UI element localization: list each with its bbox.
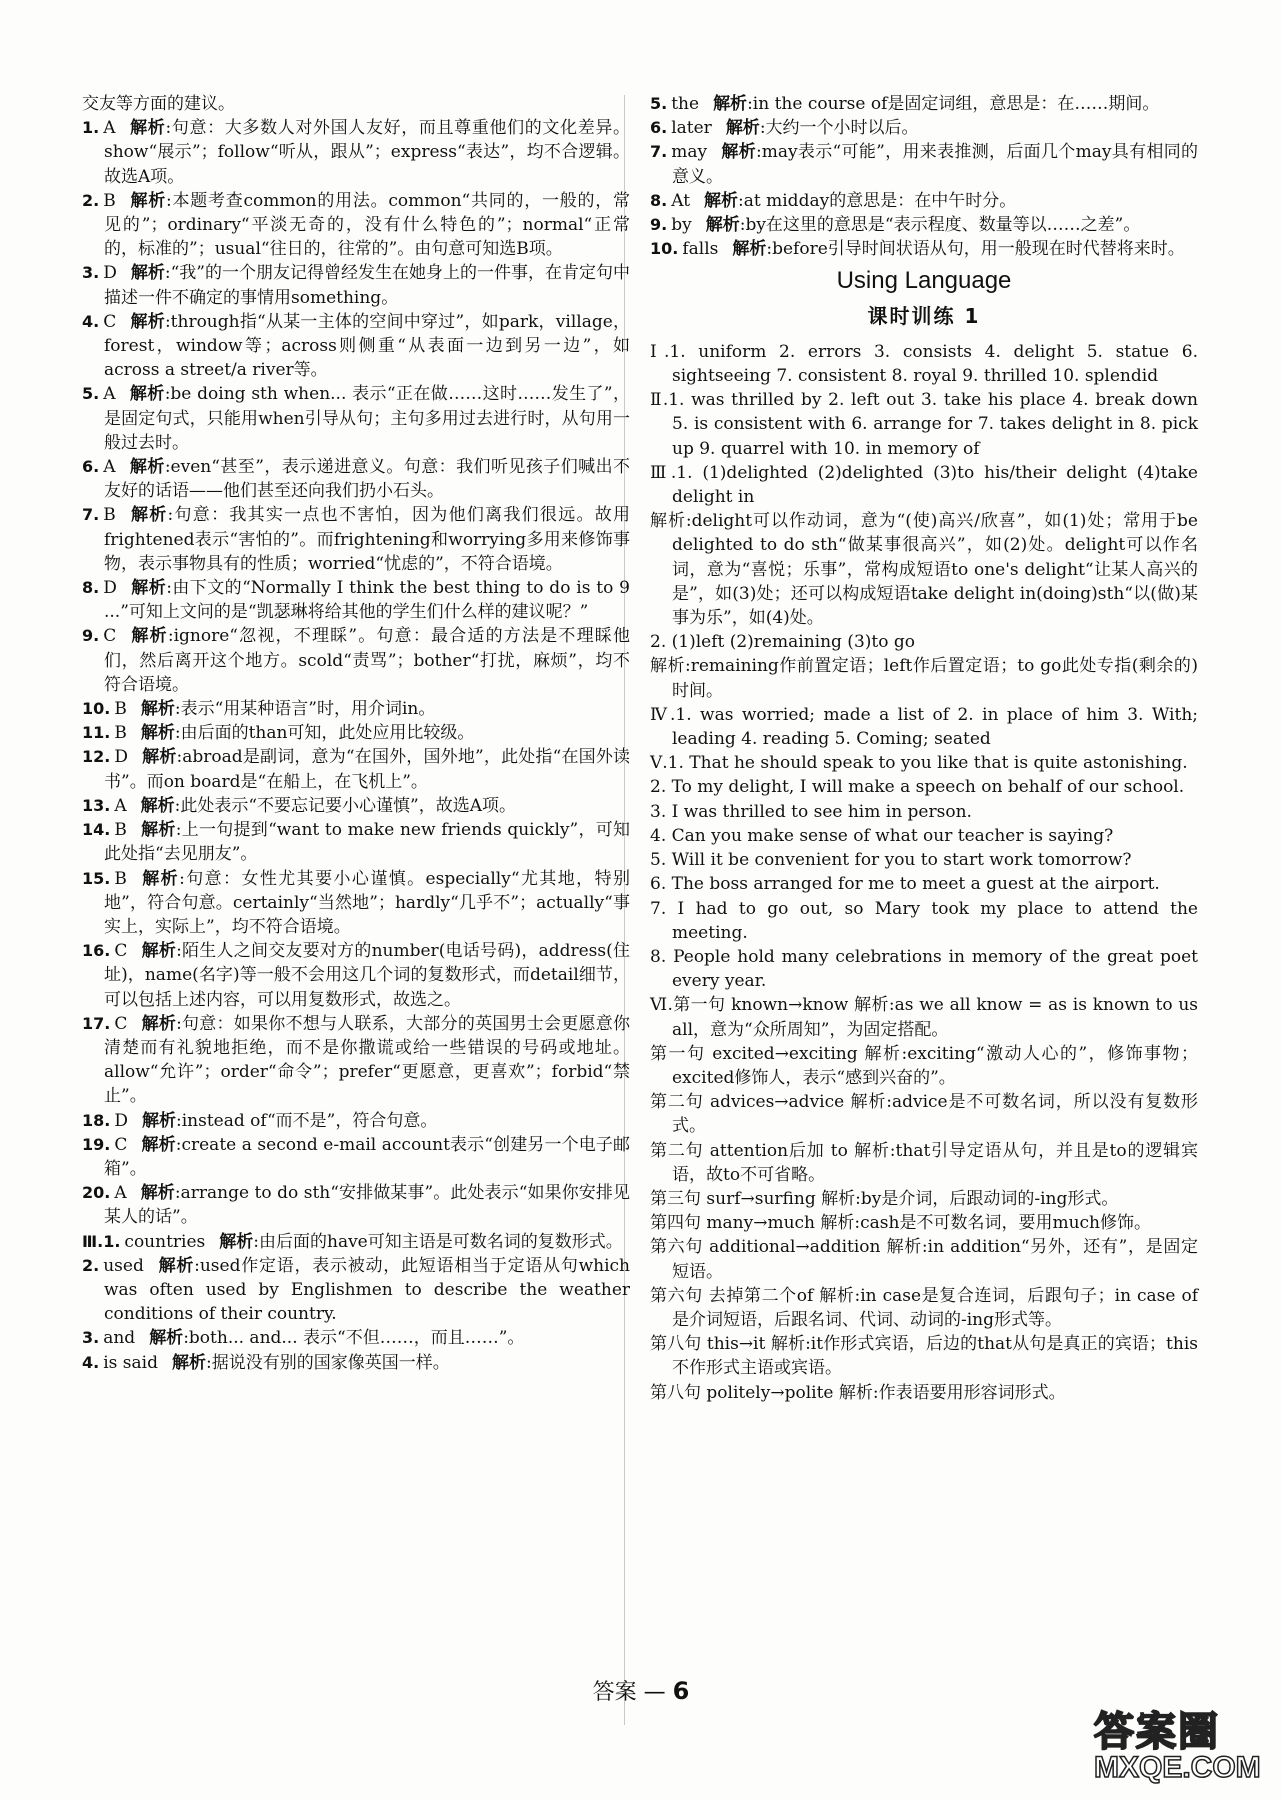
item-text: :ignore“忽视，不理睬”。句意：最合适的方法是不理睬他们，然后离开这个地方。scold“责骂”；bother“打扰，麻烦”，均不符合语境。 <box>104 626 631 695</box>
answer-item <box>650 509 1198 630</box>
item-number: 20. <box>82 1183 111 1203</box>
item-text: :abroad是副词，意为“在国外，国外地”，此处指“在国外读书”。而on board是“在船上，在飞机上”。 <box>104 747 631 792</box>
item-text: Ⅰ.1. uniform 2. errors 3. consists 4. delight 5. statue 6. sightseeing 7. consistent 8. royal 9. thrilled 10. splendid <box>650 341 1198 387</box>
item-text: :create a second e-mail account表示“创建另一个电子邮箱”。 <box>104 1134 631 1179</box>
item-answer: A <box>103 384 116 405</box>
item-text: 第二句 attention后加 to 解析:that引导定语从句，并且是to的逻辑宾语，故to不可省略。 <box>650 1140 1198 1185</box>
answer-item <box>650 1381 1198 1405</box>
item-number: 7. <box>82 505 100 525</box>
right-column <box>650 92 1198 1405</box>
answer-item <box>650 800 1198 824</box>
footer-label: 答案 — <box>592 1680 666 1705</box>
item-text: Ⅴ.1. That he should speak to you like that is quite astonishing. <box>650 753 1188 774</box>
item-answer: B <box>103 190 116 211</box>
analysis-label: 解析 <box>721 142 757 163</box>
item-number: 6. <box>82 457 100 477</box>
item-number: 10. <box>82 699 111 719</box>
answer-item <box>82 1133 630 1181</box>
item-number: 2. <box>82 1255 100 1275</box>
item-text: :表示“用某种语言”时，用介词in。 <box>174 699 436 720</box>
item-text: :arrange to do sth“安排做某事”。此处表示“如果你安排见某人的话”。 <box>104 1183 630 1228</box>
item-answer: by <box>671 215 692 236</box>
analysis-label: 解析 <box>130 626 168 647</box>
item-text: :陌生人之间交友要对方的number(电话号码)，address(住址)，name(名字)等一般不会用这几个词的复数形式，而detail细节，可以包括上述内容，可以用复数形式，故选之。 <box>104 941 630 1010</box>
item-text: 交友等方面的建议。 <box>82 94 235 114</box>
analysis-label: 解析 <box>725 118 760 139</box>
watermark-top: 答案圈 <box>1094 1709 1220 1755</box>
lesson-title: 课时训练 1 <box>867 303 981 328</box>
item-number: 8. <box>650 190 668 210</box>
answer-item <box>82 116 630 189</box>
analysis-label: 解析 <box>129 384 165 405</box>
item-number: 19. <box>82 1134 111 1154</box>
item-text: 3. I was thrilled to see him in person. <box>650 801 972 822</box>
item-answer: used <box>103 1255 144 1276</box>
answer-item <box>82 867 630 940</box>
answer-item <box>650 848 1198 872</box>
item-text: :before引导时间状语从句，用一般现在时代替将来时。 <box>766 239 1185 260</box>
item-answer: falls <box>682 239 719 260</box>
item-answer: C <box>114 1134 128 1155</box>
item-text: 解析:remaining作前置定语；left作后置定语；to go此处专指(剩余的)时间。 <box>650 656 1198 701</box>
item-text: :句意：我其实一点也不害怕，因为他们离我们很远。故用frightened表示“害怕的”。而frightening和worrying多用来修饰事物，表示事物具有的性质；worried“忧虑的”，不符合语境。 <box>104 505 630 574</box>
analysis-label: 解析 <box>705 215 740 236</box>
analysis-label: 解析 <box>129 190 166 211</box>
item-number: 13. <box>82 795 111 815</box>
item-text: :through指“从某一主体的空间中穿过”，如park，village，forest，window等；across则侧重“从表面一边到另一边”，如across a street/a river等。 <box>104 311 631 381</box>
item-answer: B <box>114 723 127 744</box>
item-answer: later <box>671 118 712 139</box>
item-answer: B <box>103 505 116 526</box>
right-bottom-answers <box>650 340 1198 1405</box>
item-text: :may表示“可能”，用来表推测，后面几个may具有相同的意义。 <box>672 142 1199 187</box>
answer-item <box>650 1332 1198 1380</box>
answer-item <box>82 794 630 818</box>
answer-item <box>650 824 1198 848</box>
answer-item <box>650 1284 1198 1332</box>
item-text: 2. (1)left (2)remaining (3)to go <box>650 632 915 653</box>
item-answer: A <box>103 457 116 478</box>
answer-item <box>650 213 1198 237</box>
item-answer: B <box>114 868 127 889</box>
analysis-label: 解析 <box>141 1110 176 1131</box>
analysis-label: 解析 <box>130 263 165 284</box>
answer-item <box>82 1181 630 1229</box>
item-answer: is said <box>103 1352 158 1373</box>
section-title: Using Language <box>836 267 1012 295</box>
answer-item <box>650 751 1198 775</box>
answer-item <box>82 1254 630 1327</box>
item-number: 4. <box>82 1352 100 1372</box>
answer-item <box>650 92 1198 116</box>
item-text: 第六句 去掉第二个of 解析:in case是复合连词，后跟句子；in case of是介词短语，后跟名词、代词、动词的-ing形式等。 <box>650 1285 1198 1330</box>
item-text: 解析:delight可以作动词，意为“(使)高兴/欣喜”，如(1)处；常用于be delighted to do sth“做某事很高兴”，如(2)处。delight可以作名词，意为“喜悦；乐事”，常构成短语to one's delight“让某人高兴的是”，如(3)处；还可以构成短语take delight in(doing)sth“以(做)某事为乐”，如(4)处。 <box>650 511 1198 629</box>
answer-item <box>82 310 630 383</box>
answer-item <box>650 775 1198 799</box>
item-text: 7. I had to go out, so Mary took my place to attend the meeting. <box>650 898 1198 943</box>
item-number: 18. <box>82 1110 111 1130</box>
item-number: 3. <box>82 263 100 283</box>
item-answer: D <box>103 578 117 599</box>
item-text: Ⅳ.1. was worried; made a list of 2. in place of him 3. With; leading 4. reading 5. Coming; seated <box>650 704 1198 750</box>
item-text: 第三句 surf→surfing 解析:by是介词，后跟动词的-ing形式。 <box>650 1188 1119 1209</box>
item-text: 4. Can you make sense of what our teacher is saying? <box>650 825 1114 846</box>
item-answer: countries <box>124 1231 206 1252</box>
item-answer: C <box>103 626 117 647</box>
answer-item <box>82 1230 630 1254</box>
answer-item <box>650 1139 1198 1187</box>
item-number: Ⅲ.1. <box>82 1231 121 1251</box>
item-text: :大约一个小时以后。 <box>759 118 919 139</box>
item-answer: A <box>114 795 127 816</box>
item-text: :由后面的than可知，此处应用比较级。 <box>174 723 475 744</box>
item-answer: C <box>103 311 117 332</box>
answer-item <box>650 654 1198 702</box>
analysis-label: 解析 <box>171 1352 206 1373</box>
answer-item <box>82 1109 630 1133</box>
answer-item <box>650 237 1198 261</box>
answer-item <box>650 140 1198 188</box>
analysis-label: 解析 <box>141 1134 176 1155</box>
analysis-label: 解析 <box>140 795 175 816</box>
analysis-label: 解析 <box>704 190 739 211</box>
item-number: 9. <box>82 626 100 646</box>
item-text: 8. People hold many celebrations in memory of the great poet every year. <box>650 946 1198 992</box>
page-number: 6 <box>672 1677 690 1705</box>
item-number: 3. <box>82 1328 100 1348</box>
answer-item <box>82 624 630 697</box>
analysis-label: 解析 <box>149 1328 184 1349</box>
item-answer: D <box>114 747 128 768</box>
item-answer: the <box>671 94 700 114</box>
answer-item <box>650 1235 1198 1283</box>
item-answer: D <box>114 1110 128 1131</box>
analysis-label: 解析 <box>130 311 165 332</box>
answer-item <box>650 945 1198 993</box>
item-text: 第八句 politely→polite 解析:作表语要用形容词形式。 <box>650 1382 1066 1403</box>
item-text: 2. To my delight, I will make a speech on behalf of our school. <box>650 777 1185 798</box>
answer-item <box>650 189 1198 213</box>
item-number: 15. <box>82 868 111 888</box>
item-text: Ⅵ.第一句 known→know 解析:as we all know = as is known to us all，意为“众所周知”，为固定搭配。 <box>650 995 1198 1040</box>
analysis-label: 解析 <box>732 239 767 260</box>
item-text: :由下文的“Normally I think the best thing to do is to 9 ...”可知上文问的是“凯瑟琳将给其他的学生们什么样的建议呢？” <box>104 578 630 623</box>
answer-item <box>82 455 630 503</box>
answer-item <box>650 703 1198 751</box>
answer-item <box>82 1012 630 1109</box>
answer-item <box>82 1351 630 1375</box>
analysis-label: 解析 <box>129 505 168 526</box>
answer-item <box>82 92 630 116</box>
answer-item <box>82 503 630 576</box>
analysis-label: 解析 <box>219 1231 254 1252</box>
item-text: :句意：如果你不想与人联系，大部分的英国男士会更愿意你清楚而有礼貌地拒绝，而不是你撒谎或给一些错误的号码或地址。allow“允许”；order“命令”；prefer“更愿意，更喜欢”；forbid“禁止”。 <box>104 1013 630 1107</box>
item-text: :由后面的have可知主语是可数名词的复数形式。 <box>253 1231 623 1252</box>
item-answer: C <box>114 1013 128 1034</box>
item-text: :used作定语，表示被动，此短语相当于定语从句which was often used by Englishmen to describe the weather conditions of their country. <box>104 1255 631 1325</box>
answer-item <box>82 939 630 1012</box>
item-number: 5. <box>650 94 668 113</box>
answer-item <box>650 340 1198 388</box>
analysis-label: 解析 <box>141 941 177 962</box>
item-answer: D <box>103 263 117 284</box>
analysis-label: 解析 <box>141 747 177 768</box>
answer-item <box>82 721 630 745</box>
item-text: :句意：女性尤其要小心谨慎。especially“尤其地，特别地”，符合句意。certainly“当然地”；hardly“几乎不”；actually“事实上，实际上”，均不符合语境。 <box>104 868 631 937</box>
item-text: :both... and... 表示“不但……，而且……”。 <box>183 1328 525 1349</box>
item-number: 5. <box>82 384 100 404</box>
answer-item <box>82 576 630 624</box>
item-number: 17. <box>82 1013 111 1033</box>
analysis-label: 解析 <box>129 118 166 139</box>
item-text: :at midday的意思是：在中午时分。 <box>738 190 1017 211</box>
item-answer: may <box>671 142 708 163</box>
item-number: 6. <box>650 118 668 138</box>
item-text: :据说没有别的国家像英国一样。 <box>205 1352 450 1373</box>
item-text: 第六句 additional→addition 解析:in addition“另外，还有”，是固定短语。 <box>650 1237 1198 1282</box>
page-footer <box>0 1675 1282 1706</box>
left-column <box>82 92 630 1375</box>
answer-item <box>82 189 630 262</box>
item-text: 第一句 excited→exciting 解析:exciting“激动人心的”，修饰事物；excited修饰人，表示“感到兴奋的”。 <box>650 1043 1198 1088</box>
item-answer: A <box>103 118 116 139</box>
answer-item <box>650 897 1198 945</box>
watermark-logo <box>1094 1700 1264 1792</box>
item-text: 第二句 advices→advice 解析:advice是不可数名词，所以没有复数形式。 <box>650 1092 1198 1137</box>
item-text: :本题考查common的用法。common“共同的，一般的，常见的”；ordinary“平淡无奇的，没有什么特色的”；normal“正常的，标准的”；usual“往日的，往常的”。由句意可知选B项。 <box>104 190 630 260</box>
analysis-label: 解析 <box>141 1013 177 1034</box>
answer-item <box>82 818 630 866</box>
answer-item <box>82 261 630 309</box>
item-answer: C <box>114 941 128 962</box>
analysis-label: 解析 <box>140 820 176 841</box>
analysis-label: 解析 <box>140 699 175 720</box>
item-text: :be doing sth when... 表示“正在做……这时……发生了”，是固定句式，只能用when引导从句；主句多用过去进行时，从句用一般过去时。 <box>104 384 631 453</box>
item-text: :instead of“而不是”，符合句意。 <box>175 1110 438 1131</box>
item-answer: A <box>114 1183 127 1204</box>
item-number: 10. <box>650 239 679 259</box>
item-number: 7. <box>650 142 668 162</box>
item-text: :此处表示“不要忘记要小心谨慎”，故选A项。 <box>174 795 517 816</box>
answer-item <box>650 872 1198 896</box>
item-text: 6. The boss arranged for me to meet a guest at the airport. <box>650 874 1160 895</box>
answer-item <box>82 745 630 793</box>
item-answer: B <box>114 699 127 720</box>
item-number: 2. <box>82 190 100 210</box>
watermark-bottom: MXQE.COM <box>1094 1751 1261 1784</box>
item-number: 16. <box>82 941 111 961</box>
item-number: 4. <box>82 311 100 331</box>
item-text: :句意：大多数人对外国人友好，而且尊重他们的文化差异。show“展示”；follow“听从，跟从”；express“表达”，均不合逻辑。故选A项。 <box>104 118 631 187</box>
answer-item <box>82 697 630 721</box>
analysis-label: 解析 <box>140 1183 175 1204</box>
item-text: 5. Will it be convenient for you to start work tomorrow? <box>650 850 1132 871</box>
item-answer: At <box>671 190 691 211</box>
answer-item <box>82 382 630 455</box>
answer-item <box>650 116 1198 140</box>
item-answer: B <box>114 820 127 841</box>
answer-item <box>650 1187 1198 1211</box>
analysis-label: 解析 <box>157 1255 195 1276</box>
item-text: Ⅱ.1. was thrilled by 2. left out 3. take his place 4. break down 5. is consistent with 6. arrange for 7. takes delight in 8. pick up 9. quarrel with 10. in memory of <box>650 390 1198 459</box>
item-number: 9. <box>650 215 668 235</box>
analysis-label: 解析 <box>140 868 180 889</box>
analysis-label: 解析 <box>713 94 748 114</box>
item-text: Ⅲ.1. (1)delighted (2)delighted (3)to his/their delight (4)take delight in <box>650 462 1198 508</box>
item-text: :上一句提到“want to make new friends quickly”，可知此处指“去见朋友”。 <box>104 820 631 865</box>
answer-item <box>650 1090 1198 1138</box>
analysis-label: 解析 <box>129 457 165 478</box>
item-number: 1. <box>82 118 100 138</box>
item-text: 第八句 this→it 解析:it作形式宾语，后边的that从句是真正的宾语；this不作形式主语或宾语。 <box>650 1334 1198 1379</box>
item-text: :even“甚至”，表示递进意义。句意：我们听见孩子们喊出不友好的话语——他们甚至还向我们扔小石头。 <box>104 457 630 502</box>
item-text: :by在这里的意思是“表示程度、数量等以……之差”。 <box>739 215 1141 236</box>
item-number: 12. <box>82 747 111 767</box>
right-top-answers <box>650 92 1198 261</box>
item-number: 14. <box>82 820 111 840</box>
answer-item <box>650 1211 1198 1235</box>
answer-item <box>650 461 1198 509</box>
answer-item <box>650 388 1198 461</box>
item-number: 8. <box>82 578 100 598</box>
item-text: :“我”的一个朋友记得曾经发生在她身上的一件事，在肯定句中描述一件不确定的事情用something。 <box>104 263 631 308</box>
answer-item <box>650 630 1198 654</box>
analysis-label: 解析 <box>130 578 167 599</box>
answer-item <box>650 1042 1198 1090</box>
answer-item <box>650 993 1198 1041</box>
item-number: 11. <box>82 723 111 743</box>
answer-item <box>82 1326 630 1350</box>
item-text: :in the course of是固定词组，意思是：在……期间。 <box>747 94 1160 114</box>
item-answer: and <box>103 1328 136 1349</box>
analysis-label: 解析 <box>140 723 175 744</box>
item-text: 第四句 many→much 解析:cash是不可数名词，要用much修饰。 <box>650 1213 1151 1234</box>
